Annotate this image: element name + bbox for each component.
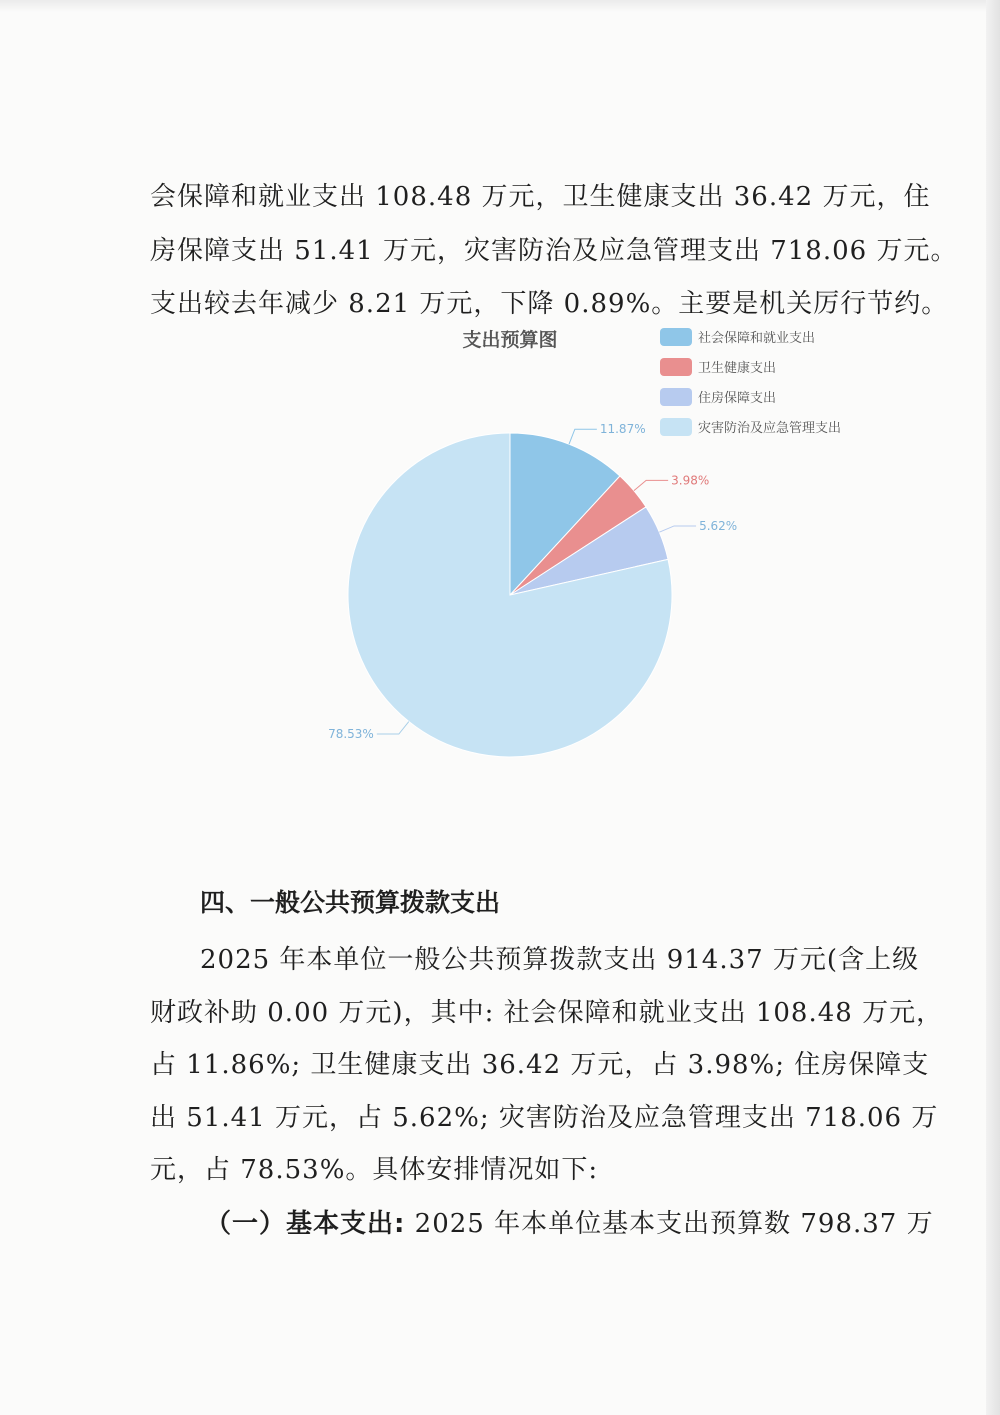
legend-label-2: 卫生健康支出 (698, 361, 777, 376)
pie-label-leader-1 (569, 429, 597, 444)
intro-line-2: 房保障支出 51.41 万元，灾害防治及应急管理支出 718.06 万元。 (150, 236, 958, 266)
basic-expenditure-line (205, 1203, 934, 1240)
body-line-4: 出 51.41 万元，占 5.62%; 灾害防治及应急管理支出 718.06 万 (150, 1103, 939, 1133)
legend-swatch-1 (660, 328, 692, 346)
legend-swatch-4 (660, 418, 692, 436)
legend-swatch-2 (660, 358, 692, 376)
basic-expenditure-label: （一）基本支出: (205, 1209, 406, 1239)
pie-label-leader-4 (377, 722, 409, 734)
scan-right-edge (986, 0, 1000, 1415)
body-line-1: 2025 年本单位一般公共预算拨款支出 914.37 万元(含上级 (200, 945, 920, 975)
expenditure-pie-chart (270, 320, 890, 790)
intro-line-1: 会保障和就业支出 108.48 万元，卫生健康支出 36.42 万元，住 (150, 182, 931, 212)
pie-label-4: 78.53% (328, 727, 374, 742)
pie-label-1: 11.87% (599, 422, 646, 437)
pie-label-leader-2 (634, 480, 668, 490)
pie-label-leader-3 (659, 526, 696, 532)
basic-expenditure-text: 2025 年本单位基本支出预算数 798.37 万 (405, 1209, 934, 1239)
body-line-3: 占 11.86%; 卫生健康支出 36.42 万元，占 3.98%; 住房保障支 (150, 1050, 930, 1080)
body-line-2: 财政补助 0.00 万元)，其中: 社会保障和就业支出 108.48 万元， (150, 998, 944, 1028)
legend-label-4: 灾害防治及应急管理支出 (698, 421, 842, 436)
pie-label-3: 5.62% (699, 518, 738, 533)
legend-label-1: 社会保障和就业支出 (698, 331, 816, 346)
intro-line-3: 支出较去年减少 8.21 万元，下降 0.89%。主要是机关厉行节约。 (150, 289, 949, 319)
legend-swatch-3 (660, 388, 692, 406)
section-heading: 四、一般公共预算拨款支出 (200, 888, 501, 917)
body-line-5: 元，占 78.53%。具体安排情况如下: (150, 1155, 599, 1185)
scan-top-edge (0, 0, 1000, 12)
pie-label-2: 3.98% (671, 473, 710, 488)
chart-title: 支出预算图 (462, 329, 558, 351)
legend-label-3: 住房保障支出 (698, 391, 777, 406)
